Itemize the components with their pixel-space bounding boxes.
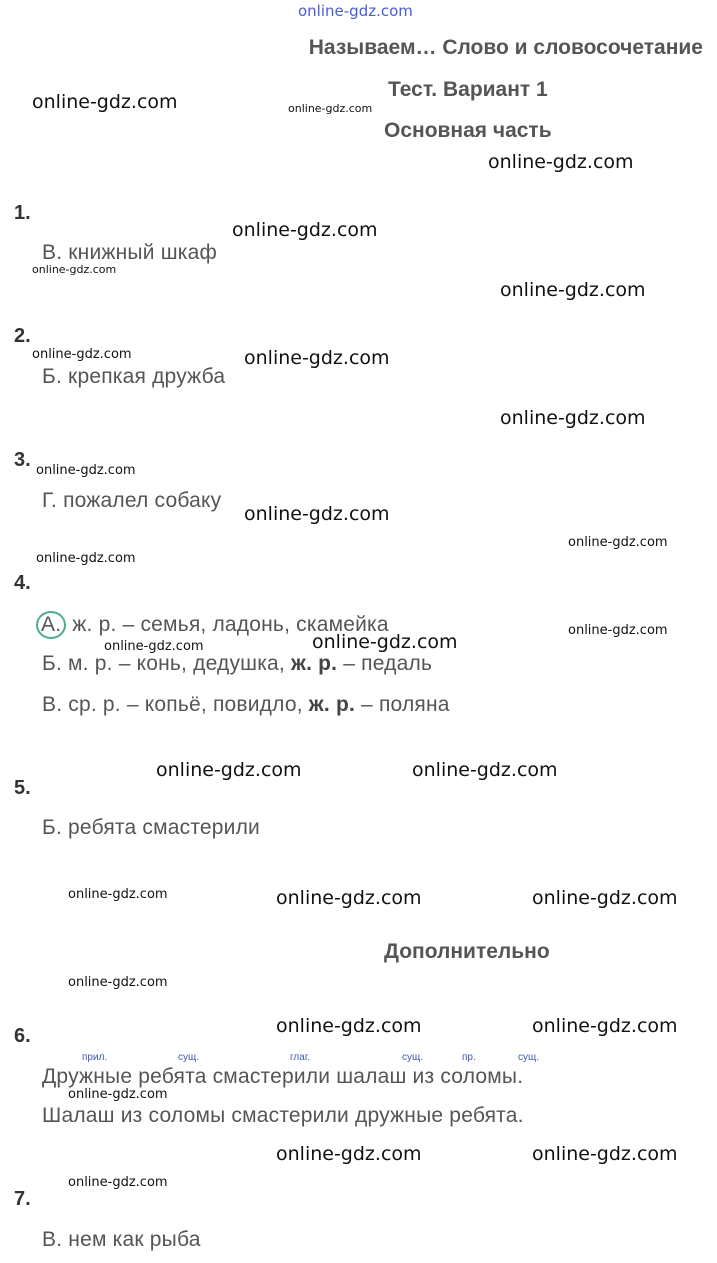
pos-label: сущ.: [402, 1052, 424, 1063]
answer-7: В. нем как рыба: [42, 1228, 201, 1251]
watermark: online-gdz.com: [68, 1175, 168, 1190]
question-number-3: 3.: [14, 449, 31, 471]
watermark: online-gdz.com: [312, 631, 458, 653]
watermark: online-gdz.com: [276, 1143, 422, 1165]
watermark: online-gdz.com: [232, 219, 378, 241]
answer-1: В. книжный шкаф: [42, 241, 217, 264]
answer-4c: [42, 693, 450, 717]
answer-5: Б. ребята смастерили: [42, 816, 260, 839]
answer-4a: [42, 611, 389, 639]
watermark: online-gdz.com: [68, 975, 168, 990]
answer-2: Б. крепкая дружба: [42, 365, 226, 388]
pos-label: пр.: [462, 1052, 476, 1063]
sentence-1: Дружные ребята смастерили шалаш из соломы.: [42, 1065, 524, 1088]
answer-4c-text: В. ср. р. – копьё, повидло,: [42, 693, 309, 716]
answer-4b-bold: ж. р.: [291, 652, 338, 675]
sentence-2: Шалаш из соломы смастерили дружные ребята.: [42, 1104, 524, 1127]
watermark: online-gdz.com: [500, 279, 646, 301]
pos-label: сущ.: [178, 1052, 200, 1063]
watermark: online-gdz.com: [488, 151, 634, 173]
answer-3: Г. пожалел собаку: [42, 489, 222, 512]
watermark: online-gdz.com: [36, 463, 136, 478]
watermark: online-gdz.com: [244, 503, 390, 525]
answer-4c-text-end: – поляна: [355, 693, 450, 716]
watermark: online-gdz.com: [532, 1015, 678, 1037]
watermark: online-gdz.com: [32, 347, 132, 362]
topic-title: Называем… Слово и словосочетание: [308, 36, 703, 59]
watermark: online-gdz.com: [276, 887, 422, 909]
question-number-6: 6.: [14, 1025, 31, 1047]
watermark: online-gdz.com: [32, 91, 178, 113]
watermark: online-gdz.com: [276, 1015, 422, 1037]
watermark: online-gdz.com: [500, 407, 646, 429]
selected-answer-circle: А.: [36, 611, 66, 639]
watermark: online-gdz.com: [568, 535, 668, 550]
watermark: online-gdz.com: [532, 1143, 678, 1165]
watermark: online-gdz.com: [288, 102, 373, 115]
question-number-1: 1.: [14, 202, 31, 224]
watermark: online-gdz.com: [32, 263, 117, 276]
test-title: Тест. Вариант 1: [388, 78, 548, 101]
answer-4b-text-end: – педаль: [337, 652, 433, 675]
watermark: online-gdz.com: [532, 887, 678, 909]
answer-4b: [42, 652, 432, 676]
answer-4a-text: ж. р. – семья, ладонь, скамейка: [72, 613, 389, 636]
watermark: online-gdz.com: [68, 887, 168, 902]
answer-4b-text: Б. м. р. – конь, дедушка,: [42, 652, 291, 675]
watermark: online-gdz.com: [68, 1087, 168, 1102]
watermark: online-gdz.com: [412, 759, 558, 781]
watermark: online-gdz.com: [244, 347, 390, 369]
question-number-5: 5.: [14, 777, 31, 799]
question-number-4: 4.: [14, 572, 31, 594]
section-extra-title: Дополнительно: [384, 940, 550, 963]
pos-label: сущ.: [518, 1052, 540, 1063]
watermark: online-gdz.com: [104, 639, 204, 654]
watermark: online-gdz.com: [568, 623, 668, 638]
section-main-title: Основная часть: [384, 119, 552, 142]
pos-label: глаг.: [290, 1052, 311, 1063]
watermark-top: online-gdz.com: [298, 2, 413, 20]
question-number-2: 2.: [14, 325, 31, 347]
pos-label: прил.: [82, 1052, 108, 1063]
answer-4c-bold: ж. р.: [308, 693, 356, 716]
question-number-7: 7.: [14, 1188, 31, 1210]
watermark: online-gdz.com: [36, 551, 136, 566]
watermark: online-gdz.com: [156, 759, 302, 781]
